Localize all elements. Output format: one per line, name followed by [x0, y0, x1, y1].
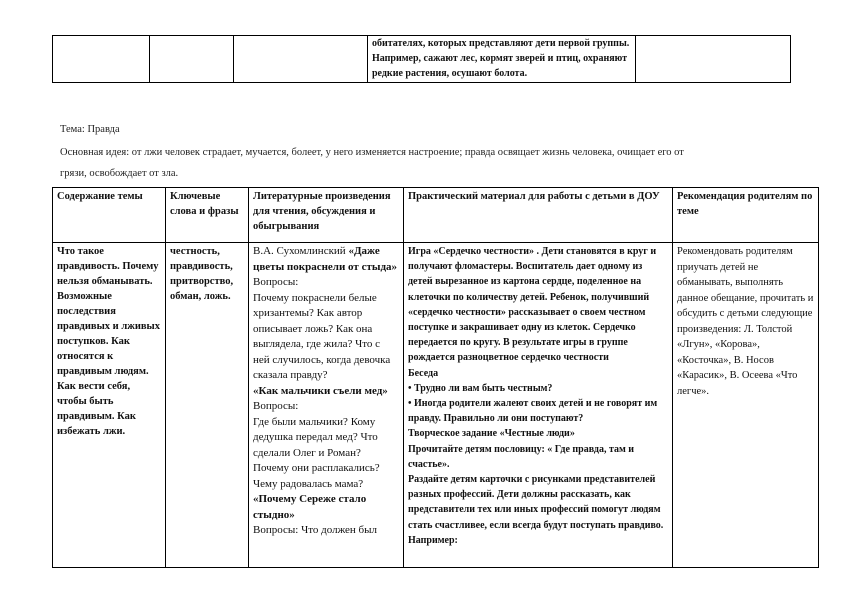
header-content: Содержание темы — [53, 188, 166, 243]
header-keywords: Ключевые слова и фразы — [166, 188, 249, 243]
table-header-row — [53, 188, 819, 243]
questions-2: Где были мальчики? Кому дедушка передал мед? Что сделали Олег и Роман? Почему они расплакались? Чему радовалась мама? — [253, 415, 380, 490]
main-idea-line1: Основная идея: от лжи человек страдает, мучается, болеет, у него изменяется настроение; правда освящает жизнь человека, очищает его от — [60, 147, 684, 158]
header-recommendation: Рекомендация родителям по теме — [673, 188, 819, 243]
literature-title-3: «Почему Сереже стало стыдно» — [253, 493, 367, 521]
creative-text-1: Прочитайте детям пословицу: « Где правда, там и счастье». — [408, 443, 635, 470]
practice-cell — [404, 243, 673, 568]
talk-title: Беседа — [408, 367, 439, 379]
table-row — [53, 36, 791, 83]
table-cell: обитателях, которых представляют дети первой группы. Например, сажают лес, кормят зверей и птиц, охраняют редкие растения, осушают болота. — [368, 36, 636, 83]
talk-bullet-1: • Трудно ли вам быть честным? — [408, 382, 553, 394]
content-cell: Что такое правдивость. Почему нельзя обманывать. Возможные последствия правдивых и лживых поступков. Как относятся к правдивым людям. Как вести себя, чтобы быть правдивым. Как избежать лжи. — [53, 243, 166, 568]
talk-bullet-2: • Иногда родители жалеют своих детей и не говорят им правду. Правильно ли они поступают? — [408, 398, 658, 425]
header-practice: Практический материал для работы с детьми в ДОУ — [404, 188, 673, 243]
literature-cell — [249, 243, 404, 568]
creative-title: Творческое задание «Честные люди» — [408, 428, 575, 440]
game-text: . Дети становятся в круг и получают фломастеры. Воспитатель дает одному из детей вырезанное из картона сердце, поделенное на клеточки по количеству детей. Ребенок, получивший «сердечко честности» рассказывает о своем честном поступке и закрашивает одну из клеток. Сердечко передается по кругу. В результате игры в группе рождается разноцветное сердечко честности — [408, 246, 657, 364]
questions-3: Вопросы: Что должен был — [253, 524, 378, 536]
table-cell — [636, 36, 791, 83]
topic-title: Тема: Правда — [60, 124, 120, 135]
table-row — [53, 243, 819, 568]
main-idea-line2: грязи, освобождает от зла. — [60, 168, 179, 179]
continuation-table — [52, 35, 791, 83]
table-cell — [150, 36, 234, 83]
literature-author: В.А. Сухомлинский — [253, 245, 349, 257]
questions-label: Вопросы: — [253, 400, 299, 412]
literature-title-2: «Как мальчики съели мед» — [253, 384, 388, 397]
topic-table — [52, 187, 819, 568]
header-literature: Литературные произведения для чтения, обсуждения и обыгрывания — [249, 188, 404, 243]
recommendation-cell: Рекомендовать родителям приучать детей не обманывать, выполнять данное обещание, прочитать и обсудить с детьми следующие произведения: Л. Толстой «Лгун», «Корова», «Косточка», В. Носов «Карасик», В. Осеева «Что легче». — [673, 243, 819, 568]
creative-text-2: Раздайте детям карточки с рисунками представителей разных профессий. Дети должны рассказать, как представители тех или иных профессий помогут людям стать счастливее, если всегда будут поступать правдиво. Например: — [408, 474, 664, 546]
keywords-cell: честность, правдивость, притворство, обман, ложь. — [166, 243, 249, 568]
questions-label: Вопросы: — [253, 276, 299, 288]
game-title: Игра «Сердечко честности» — [408, 246, 535, 257]
literature-title-1: «Даже цветы покраснели от стыда» — [253, 245, 398, 273]
questions-1: Почему покраснели белые хризантемы? Как автор описывает ложь? Как она выглядела, где жила? Что с ней случилось, когда девочка сказала правду? — [253, 291, 391, 381]
table-cell — [234, 36, 368, 83]
table-cell — [53, 36, 150, 83]
